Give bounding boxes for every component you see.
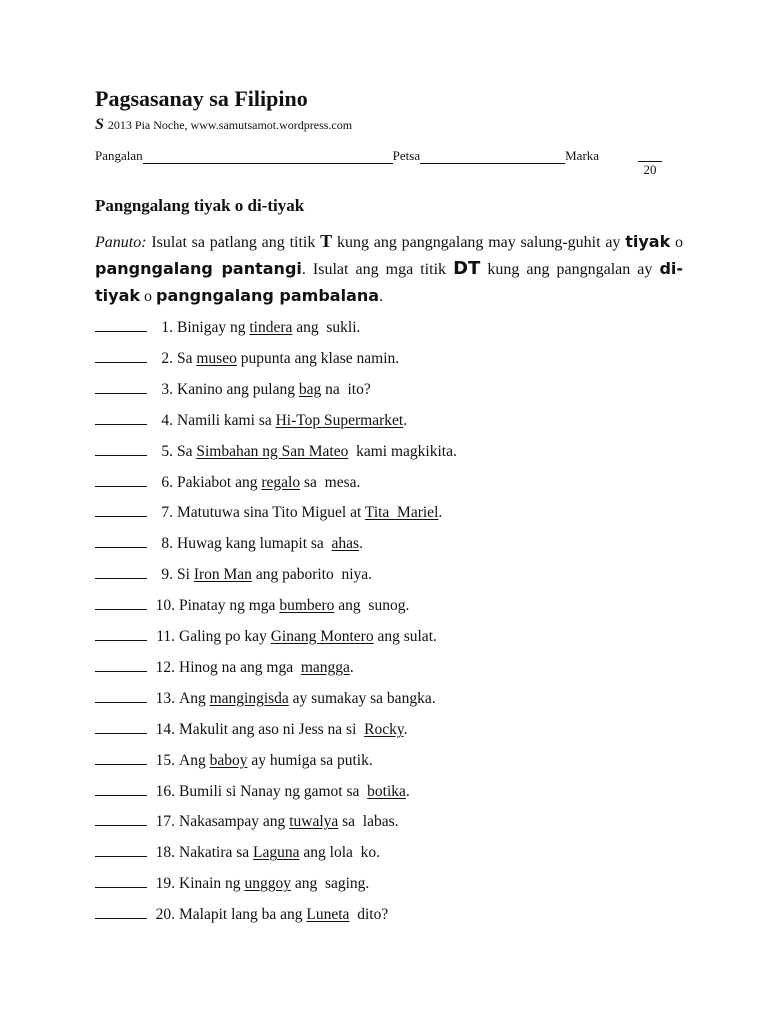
item-text: Sa [177, 349, 197, 367]
underlined-noun: unggoy [244, 875, 291, 893]
underlined-noun: Simbahan ng San Mateo [196, 442, 349, 460]
underlined-noun: Hi-Top Supermarket [275, 411, 404, 429]
item-number: 5. [161, 442, 173, 460]
item-number: 3. [161, 380, 173, 398]
exercise-item [95, 844, 380, 862]
item-text: . [359, 535, 363, 553]
answer-blank[interactable] [95, 844, 147, 857]
answer-blank[interactable] [95, 535, 147, 548]
item-number: 1. [161, 319, 173, 336]
item-text: Galing po kay [179, 628, 271, 645]
underlined-noun: tuwalya [289, 813, 339, 831]
name-label: Pangalan [95, 148, 143, 163]
item-number: 2. [161, 349, 173, 367]
answer-blank[interactable] [95, 813, 147, 826]
underlined-noun: regalo [261, 473, 301, 491]
item-text: Si [177, 566, 194, 584]
item-number: 12. [155, 658, 175, 676]
item-text: Bumili si Nanay ng gamot sa [179, 782, 368, 800]
item-number: 19. [155, 875, 175, 893]
score-label: Marka [565, 148, 600, 163]
answer-blank[interactable] [95, 690, 147, 703]
answer-blank[interactable] [95, 659, 147, 672]
item-number: 18. [155, 844, 175, 862]
item-text: ang sulat. [373, 628, 437, 645]
item-text: Matutuwa sina Tito Miguel at [177, 504, 365, 522]
item-number: 7. [161, 504, 173, 522]
item-text: na ito? [321, 380, 371, 398]
item-text: dito? [349, 906, 389, 924]
instructions-paragraph [95, 228, 683, 310]
underlined-noun: museo [196, 349, 237, 367]
item-number: 16. [155, 782, 175, 800]
answer-blank[interactable] [95, 504, 147, 517]
item-text: Kanino ang pulang [177, 380, 299, 398]
item-number: 14. [155, 720, 175, 738]
samutsamot-logo-icon: S [95, 116, 104, 133]
answer-blank[interactable] [95, 721, 147, 734]
exercise-item [95, 628, 437, 646]
item-text: Pinatay ng mga [179, 597, 280, 615]
exercise-item [95, 659, 354, 677]
answer-blank[interactable] [95, 783, 147, 796]
item-number: 20. [155, 906, 175, 924]
copyright-line [95, 116, 352, 134]
exercise-item [95, 875, 369, 893]
answer-blank[interactable] [95, 752, 147, 765]
item-text: Ang [179, 751, 210, 769]
instructions-lead: Panuto: [95, 234, 147, 251]
item-text: Pakiabot ang [177, 473, 262, 491]
section-title: Pangngalang tiyak o di-tiyak [95, 196, 305, 215]
score-total: 20 [643, 162, 657, 177]
exercise-item [95, 535, 363, 553]
item-text: Huwag kang lumapit sa [177, 535, 332, 553]
name-field[interactable] [143, 151, 393, 164]
item-text: sa mesa. [300, 473, 361, 491]
underlined-noun: Ginang Montero [270, 628, 374, 645]
item-text: sa labas. [338, 813, 399, 831]
underlined-noun: Laguna [253, 844, 300, 862]
item-text: Kinain ng [179, 875, 245, 893]
exercise-item [95, 412, 407, 430]
item-text: ang sukli. [292, 319, 361, 336]
exercise-item [95, 474, 360, 492]
item-text: Nakasampay ang [179, 813, 290, 831]
letters-dt: DT [453, 258, 481, 279]
underlined-noun: Luneta [306, 906, 350, 924]
item-text: Hinog na ang mga [179, 658, 301, 676]
item-text: ay humiga sa putik. [247, 751, 373, 769]
item-text: kami magkikita. [348, 442, 457, 460]
exercise-item [95, 443, 457, 461]
item-number: 11. [156, 628, 175, 645]
instructions-text: kung ang pangngalan ay [487, 261, 653, 278]
item-text: . [403, 411, 408, 429]
underlined-noun: bag [298, 380, 322, 398]
item-number: 9. [161, 566, 173, 584]
exercise-item [95, 504, 442, 522]
underlined-noun: mangingisda [209, 689, 289, 707]
item-text: ang sunog. [334, 597, 410, 615]
exercise-item [95, 381, 371, 399]
score-field[interactable] [638, 150, 662, 162]
item-text: pupunta ang klase namin. [236, 349, 400, 367]
item-number: 8. [161, 535, 173, 553]
item-text: Ang [179, 689, 210, 707]
item-number: 15. [155, 751, 175, 769]
item-text: Makulit ang aso ni Jess na si [179, 720, 365, 738]
answer-blank[interactable] [95, 474, 147, 487]
exercise-item [95, 813, 399, 831]
exercise-item [95, 566, 372, 584]
exercise-item [95, 350, 399, 368]
answer-blank[interactable] [95, 566, 147, 579]
item-text: . [438, 504, 443, 522]
date-field[interactable] [420, 151, 565, 164]
answer-blank[interactable] [95, 381, 147, 394]
instructions-text: . [379, 288, 384, 305]
page-title: Pagsasanay sa Filipino [95, 86, 308, 111]
exercise-item [95, 783, 410, 801]
item-number: 4. [161, 411, 173, 429]
item-text: . [403, 720, 408, 738]
item-number: 13. [155, 689, 175, 707]
instructions-text: kung ang pangngalang may salung-guhit ay [336, 234, 621, 251]
item-text: ay sumakay sa bangka. [288, 689, 436, 707]
answer-blank[interactable] [95, 628, 147, 641]
item-text: Binigay ng [177, 319, 250, 336]
underlined-noun: baboy [209, 751, 248, 769]
underlined-noun: Rocky [364, 720, 404, 738]
exercise-item [95, 906, 388, 924]
answer-blank[interactable] [95, 906, 147, 919]
underlined-noun: botika [367, 782, 406, 800]
answer-blank[interactable] [95, 319, 147, 332]
keyword-tiyak: tiyak [625, 232, 671, 251]
item-text: . [349, 658, 354, 676]
instructions-text: o [144, 288, 152, 305]
keyword-pambalana: pangngalang pambalana [156, 286, 380, 305]
letter-t: T [320, 231, 333, 251]
keyword-di-tiyak: di-tiyak [95, 259, 684, 305]
instructions-text: . Isulat ang mga titik [301, 261, 447, 278]
exercise-item [95, 597, 409, 615]
item-number: 17. [155, 813, 175, 831]
instructions-text: Isulat sa patlang ang titik [151, 234, 316, 251]
item-number: 10. [155, 597, 175, 615]
answer-blank[interactable] [95, 350, 147, 363]
item-text: Namili kami sa [177, 411, 276, 429]
answer-blank[interactable] [95, 875, 147, 888]
underlined-noun: tindera [249, 319, 293, 336]
item-text: ang saging. [290, 875, 370, 893]
instructions-text: o [675, 234, 684, 251]
answer-blank[interactable] [95, 443, 147, 456]
underlined-noun: bumbero [279, 597, 335, 615]
copyright-text: 2013 Pia Noche, www.samutsamot.wordpress.com [107, 118, 353, 132]
score-box [638, 150, 662, 178]
underlined-noun: ahas [331, 535, 360, 553]
exercise-item [95, 752, 373, 770]
exercise-item [95, 721, 407, 739]
date-label: Petsa [392, 148, 421, 163]
student-info-row [95, 148, 599, 164]
underlined-noun: Tita Mariel [364, 504, 439, 522]
exercise-item [95, 690, 436, 708]
item-text: Nakatira sa [179, 844, 254, 862]
keyword-pantangi: pangngalang pantangi [95, 259, 302, 278]
item-text: Sa [177, 442, 197, 460]
answer-blank[interactable] [95, 597, 147, 610]
item-number: 6. [161, 473, 173, 491]
item-text: . [405, 782, 410, 800]
exercise-item [95, 319, 360, 337]
answer-blank[interactable] [95, 412, 147, 425]
item-text: ang paborito niya. [251, 566, 373, 584]
underlined-noun: Iron Man [193, 566, 252, 584]
item-text: ang lola ko. [299, 844, 381, 862]
item-text: Malapit lang ba ang [179, 906, 307, 924]
underlined-noun: mangga [300, 658, 350, 676]
